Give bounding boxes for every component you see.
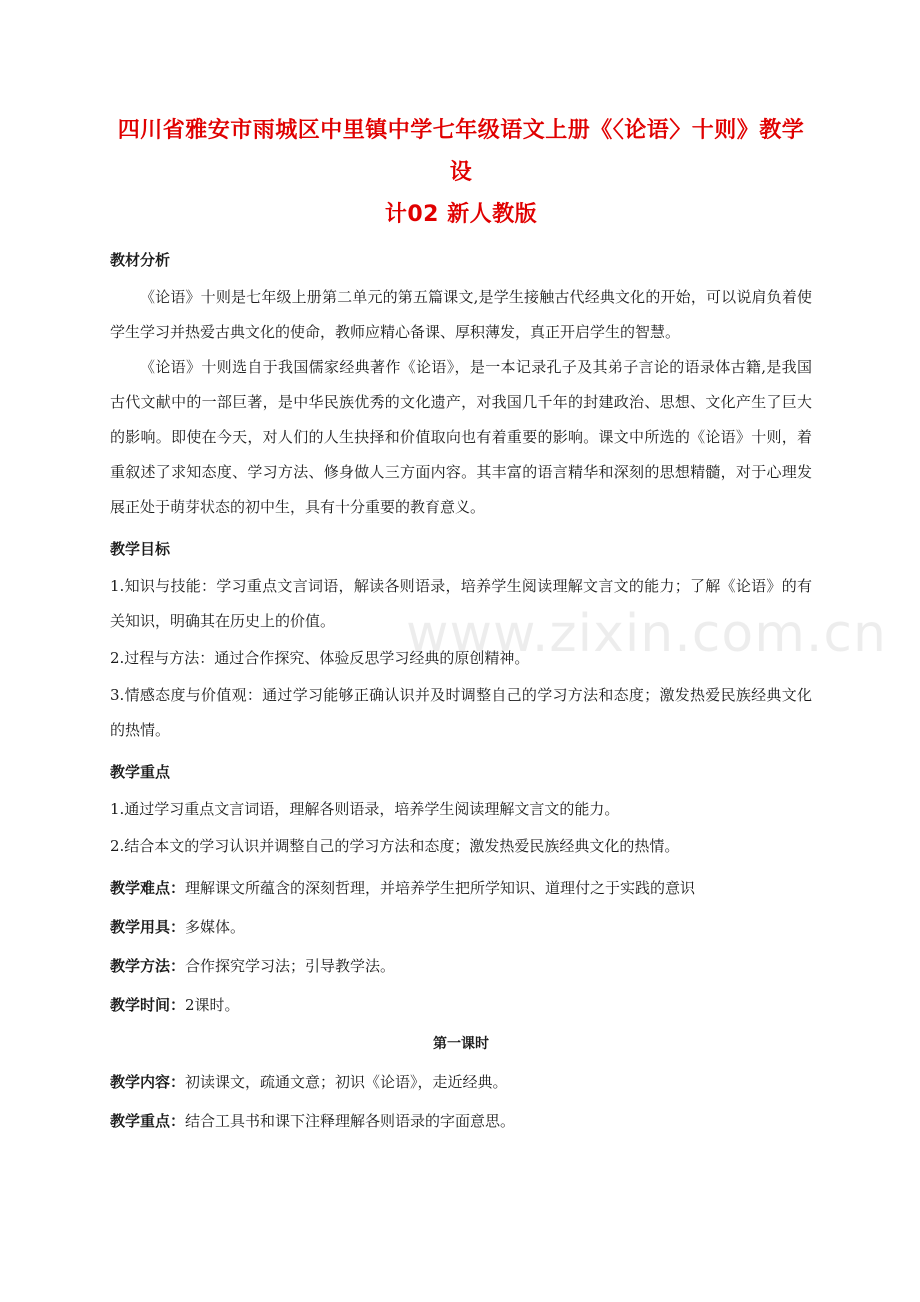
field-value: 理解课文所蕴含的深刻哲理，并培养学生把所学知识、道理付之于实践的意识 [185, 879, 696, 897]
teaching-time [110, 995, 812, 1015]
section-heading: 教学重点 [110, 763, 171, 781]
field-value: 合作探究学习法；引导教学法。 [185, 957, 396, 975]
keypoint-item: 2.结合本文的学习认识并调整自己的学习方法和态度；激发热爱民族经典文化的热情。 [110, 837, 680, 855]
field-value: 结合工具书和课下注释理解各则语录的字面意思。 [185, 1112, 516, 1130]
goal-item: 3.情感态度与价值观：通过学习能够正确认识并及时调整自己的学习方法和态度；激发热爱民族经典文化的热情。 [110, 686, 812, 739]
field-key: 教学内容： [110, 1073, 186, 1091]
field-key: 教学难点： [110, 879, 186, 897]
title-line-1: 四川省雅安市雨城区中里镇中学七年级语文上册《〈论语〉十则》教学设 [117, 118, 805, 185]
lesson-focus [110, 1111, 812, 1131]
teaching-difficulty [110, 878, 812, 898]
field-key: 教学用具： [110, 918, 186, 936]
lesson-content [110, 1072, 812, 1092]
field-value: 初读课文，疏通文意；初识《论语》，走近经典。 [185, 1073, 508, 1091]
field-value: 2课时。 [185, 996, 240, 1014]
title-line-2: 计02 新人教版 [384, 202, 538, 227]
field-value: 多媒体。 [185, 918, 246, 936]
watermark: www.zixin.com.cn [406, 604, 887, 664]
section-keypoints [110, 762, 812, 864]
keypoint-item: 1.通过学习重点文言词语，理解各则语录，培养学生阅读理解文言文的能力。 [110, 800, 620, 818]
teaching-tools [110, 917, 812, 937]
section-heading: 教材分析 [110, 251, 171, 269]
section-heading: 教学目标 [110, 540, 171, 558]
field-key: 教学时间： [110, 996, 186, 1014]
paragraph: 《论语》十则是七年级上册第二单元的第五篇课文,是学生接触古代经典文化的开始，可以说肩负着使学生学习并热爱古典文化的使命，教师应精心备课、厚积薄发，真正开启学生的智慧。 [110, 288, 812, 341]
document-page [110, 110, 812, 1150]
document-title [110, 110, 812, 236]
teaching-methods [110, 956, 812, 976]
lesson-heading: 第一课时 [433, 1036, 489, 1052]
section-analysis [110, 250, 812, 525]
section-goals [110, 539, 812, 748]
goal-item: 1.知识与技能：学习重点文言词语，解读各则语录，培养学生阅读理解文言文的能力；了解《论语》的有关知识，明确其在历史上的价值。 [110, 577, 812, 630]
goal-item: 2.过程与方法：通过合作探究、体验反思学习经典的原创精神。 [110, 649, 530, 667]
paragraph: 《论语》十则选自于我国儒家经典著作《论语》，是一本记录孔子及其弟子言论的语录体古籍,是我国古代文献中的一部巨著，是中华民族优秀的文化遗产，对我国几千年的封建政治、思想、文化产生了巨大的影响。即使在今天，对人们的人生抉择和价值取向也有着重要的影响。课文中所选的《论语》十则，着重叙述了求知态度、学习方法、修身做人三方面内容。其丰富的语言精华和深刻的思想精髓，对于心理发展正处于萌芽状态的初中生，具有十分重要的教育意义。 [110, 358, 812, 516]
field-key: 教学方法： [110, 957, 186, 975]
field-key: 教学重点： [110, 1112, 186, 1130]
